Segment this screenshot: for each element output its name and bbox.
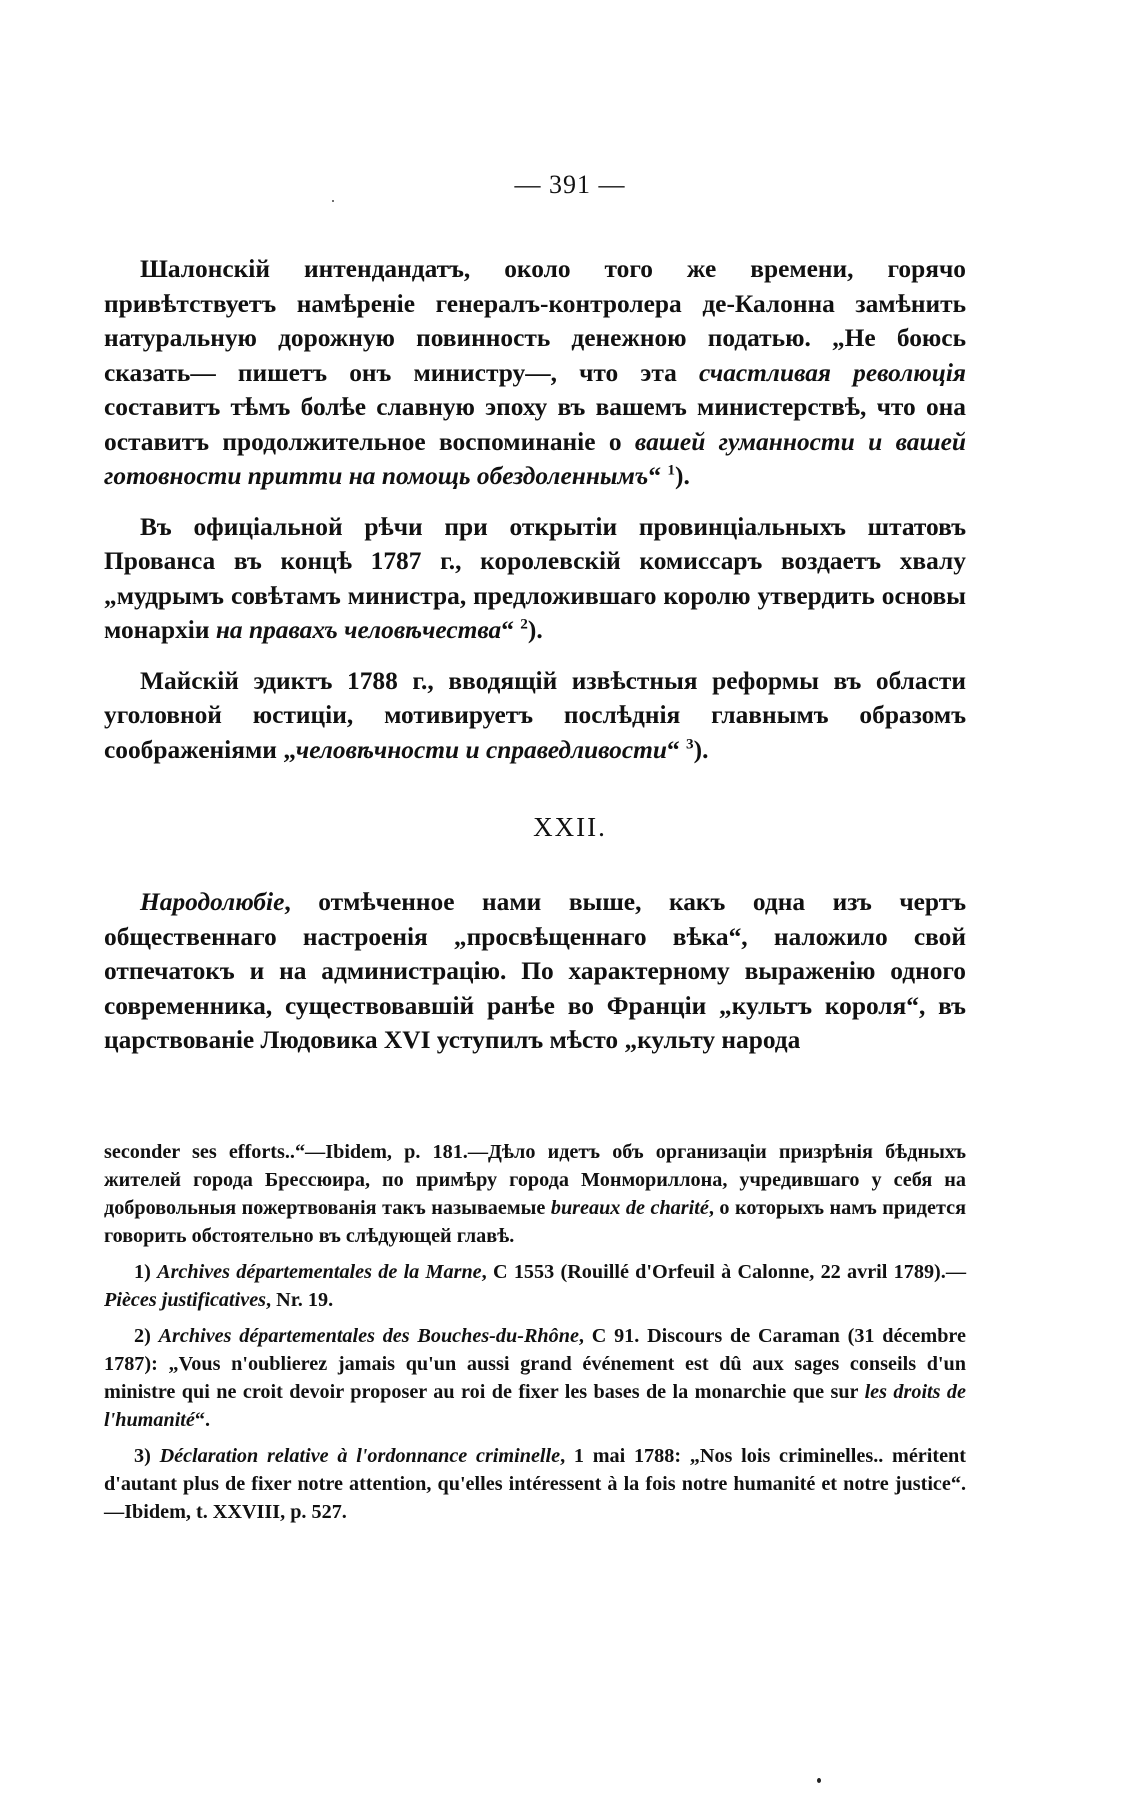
page-number: — 391 — — [514, 170, 626, 199]
footnote-ref: 2 — [520, 615, 528, 633]
text-run: “ — [648, 462, 668, 490]
text-run: Шалонскій интендандатъ, около того же времени, горячо привѣтствуетъ намѣреніе генералъ-контролера де-Калонна замѣнить натуральную дорожную повинность денежною податью. „Не боюсь сказать— пишетъ онъ министру—, что эта — [104, 255, 966, 387]
text-run: , 1 mai 1788: „Nos lois criminelles.. méritent d'autant plus de fixer notre attention, qu'elles intéressent à la fois notre humanité et notre justice“.—Ibidem, t. XXVIII, p. 527. — [104, 1445, 967, 1523]
italic-run: счастливая революція — [698, 358, 966, 387]
text-run: , отмѣченное нами выше, какъ одна изъ чертъ общественнаго настроенія „просвѣщеннаго вѣка“, наложило свой отпечатокъ и на администрацію. По характерному выраженію одного современника, существовавшій ранѣе во Франціи „культъ короля“, въ царствованіе Людовика XVI уступилъ мѣсто „культу народа — [104, 888, 966, 1054]
footnote-3 — [104, 1442, 966, 1526]
print-speck — [817, 1778, 821, 1783]
footnote-mark: 1 — [134, 1261, 145, 1283]
text-run: Въ офиціальной рѣчи при открытіи провинціальныхъ штатовъ Прованса въ концѣ 1787 г., королевскій комиссаръ воздаетъ хвалу „мудрымъ совѣтамъ министра, предложившаго королю утвердить основы монархіи — [104, 512, 966, 644]
italic-run: Archives départementales des Bouches-du-Rhône — [158, 1325, 579, 1347]
body-text-section — [104, 885, 966, 1058]
print-speck — [332, 200, 334, 202]
text-run: составитъ тѣмъ болѣе славную эпоху въ вашемъ министерствѣ, что она оставитъ продолжительное воспоминаніе о — [104, 393, 966, 456]
paragraph-narodolyubie — [104, 885, 966, 1058]
text-run: “. — [194, 1409, 211, 1431]
text-run: seconder ses efforts..“—Ibidem, p. 181.—Дѣло идетъ объ организаціи призрѣнія бѣдныхъ жителей города Брессюира, по примѣру города Монмориллона, учредившаго у себя на добровольныя пожертвованія такъ называемые — [104, 1141, 966, 1219]
text-run: ). — [527, 616, 543, 644]
footnote-ref: 3 — [686, 735, 694, 753]
footnote-continuation — [104, 1138, 966, 1250]
italic-run: на правахъ человѣчества — [215, 616, 502, 644]
italic-run: Народолюбіе — [140, 888, 285, 916]
italic-run: les droits de l'humanité — [104, 1381, 966, 1431]
italic-run: человѣчности и справедливости — [295, 735, 667, 764]
text-run: ). — [674, 462, 690, 490]
text-run: , о которыхъ намъ придется говорить обстоятельно въ слѣдующей главѣ. — [104, 1197, 967, 1247]
italic-run: вашей гуманности и вашей готовности притти на помощь обездоленнымъ — [104, 427, 967, 490]
footnote-ref: 1 — [667, 461, 675, 479]
paragraph-edict — [104, 664, 966, 768]
footnotes — [104, 1138, 966, 1526]
text-run: ) — [144, 1445, 160, 1467]
italic-run: Archives départementales de la Marne — [157, 1261, 482, 1283]
text-run: Майскій эдиктъ 1788 г., вводящій извѣстныя реформы въ области уголовной юстиціи, мотивируетъ послѣднія главнымъ образомъ соображеніями „ — [104, 666, 966, 764]
body-text — [104, 252, 966, 767]
text-run: ) — [144, 1261, 158, 1283]
text-run: ) — [144, 1325, 159, 1347]
footnote-2 — [104, 1322, 966, 1434]
footnote-mark: 3 — [134, 1445, 145, 1467]
text-run: “ — [501, 616, 521, 644]
footnote-1 — [104, 1258, 966, 1314]
italic-run: Pièces justificatives — [104, 1289, 267, 1311]
footnote-mark: 2 — [134, 1325, 145, 1347]
paragraph-provence — [104, 510, 966, 648]
text-run: , C 1553 (Rouillé d'Orfeuil à Calonne, 22 avril 1789).— — [481, 1261, 967, 1283]
text-run: ). — [693, 735, 709, 764]
text-run: “ — [667, 735, 687, 764]
italic-run: Déclaration relative à l'ordonnance criminelle — [159, 1445, 561, 1467]
paragraph-chalons — [104, 252, 966, 494]
text-run: , C 91. Discours de Caraman (31 décembre 1787): „Vous n'oublierez jamais qu'un aussi grand événement est dû aux sages conseils d'un ministre qui ne croit devoir proposer au roi de fixer les bases de la monarchie que sur — [104, 1325, 966, 1403]
text-run: , Nr. 19. — [266, 1289, 334, 1311]
italic-run: bureaux de charité — [550, 1197, 709, 1219]
section-heading: XXII. — [533, 812, 607, 842]
